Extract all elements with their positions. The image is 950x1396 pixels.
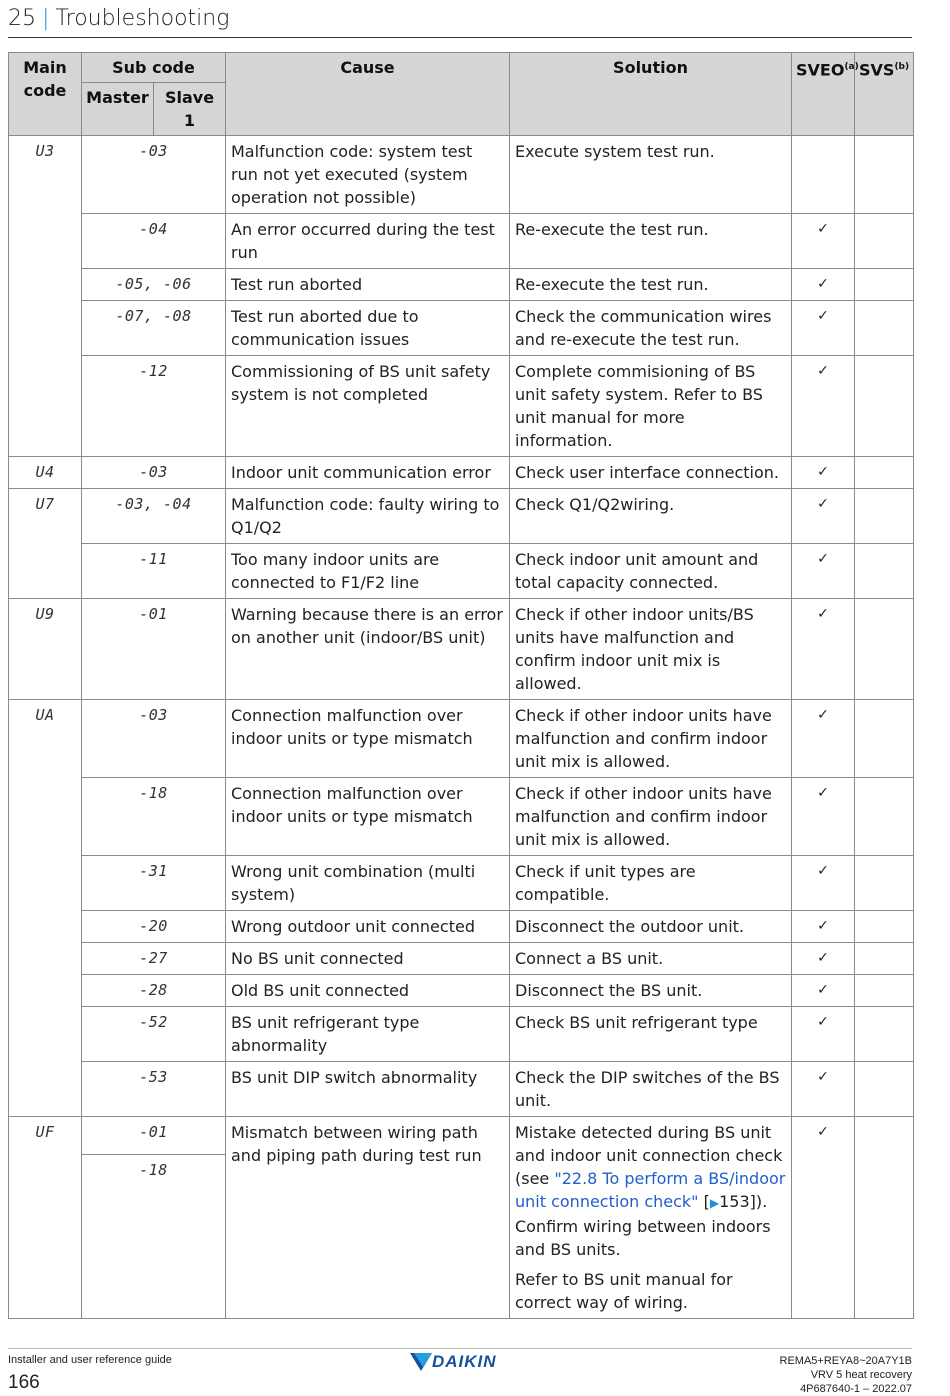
table-row xyxy=(9,856,914,911)
sub-code-cell: -28 xyxy=(82,975,226,1007)
table-row xyxy=(9,356,914,457)
main-code-cell: U9 xyxy=(9,599,82,700)
sveo-cell: ✓ xyxy=(792,1062,855,1117)
svs-cell xyxy=(855,778,914,856)
chapter-number: 25 xyxy=(8,6,36,31)
main-code-cell: UA xyxy=(9,700,82,1117)
page-number: 166 xyxy=(8,1372,40,1393)
cause-cell: Connection malfunction over indoor units or type mismatch xyxy=(226,700,510,778)
svs-cell xyxy=(855,301,914,356)
header-sveo-label: SVEO xyxy=(796,60,845,80)
page-header xyxy=(8,4,912,38)
daikin-logo-icon xyxy=(410,1353,432,1371)
model-name: REMA5+REYA8~20A7Y1B xyxy=(779,1355,912,1367)
table-row xyxy=(9,1062,914,1117)
cause-cell: Warning because there is an error on another unit (indoor/BS unit) xyxy=(226,599,510,700)
cause-cell: Too many indoor units are connected to F1/F2 line xyxy=(226,544,510,599)
solution-text-b: Confirm wiring between indoors and BS units. xyxy=(515,1217,771,1259)
table-row xyxy=(9,943,914,975)
table-row xyxy=(9,269,914,301)
svs-cell xyxy=(855,457,914,489)
table-row xyxy=(9,489,914,544)
sveo-cell xyxy=(792,136,855,214)
sub-code-cell: -18 xyxy=(82,1155,226,1319)
sub-code-cell: -03 xyxy=(82,700,226,778)
solution-cell: Re-execute the test run. xyxy=(510,269,792,301)
error-code-table xyxy=(8,52,914,1319)
sveo-cell: ✓ xyxy=(792,700,855,778)
table-row xyxy=(9,301,914,356)
sveo-cell: ✓ xyxy=(792,457,855,489)
header-svs-label: SVS xyxy=(859,60,895,80)
svs-cell xyxy=(855,136,914,214)
sub-code-cell: -31 xyxy=(82,856,226,911)
svs-cell xyxy=(855,1117,914,1319)
header-separator: | xyxy=(42,6,50,31)
footer-doc-info xyxy=(780,1354,912,1396)
solution-text: Mistake detected during BS unit and indoor unit connection check (see xyxy=(515,1123,783,1188)
table-row xyxy=(9,1007,914,1062)
table-row xyxy=(9,778,914,856)
sveo-cell: ✓ xyxy=(792,856,855,911)
cause-cell: Malfunction code: faulty wiring to Q1/Q2 xyxy=(226,489,510,544)
cause-cell: Old BS unit connected xyxy=(226,975,510,1007)
header-svs xyxy=(855,53,914,136)
table-row-uf-1 xyxy=(9,1117,914,1155)
sveo-cell: ✓ xyxy=(792,214,855,269)
sveo-cell: ✓ xyxy=(792,1117,855,1319)
sveo-cell: ✓ xyxy=(792,911,855,943)
cause-cell: An error occurred during the test run xyxy=(226,214,510,269)
sub-code-cell: -18 xyxy=(82,778,226,856)
guide-title: Installer and user reference guide xyxy=(8,1354,172,1366)
connection-check-link[interactable]: "22.8 To perform a BS/indoor unit connection check" xyxy=(515,1169,786,1211)
svs-cell xyxy=(855,700,914,778)
svs-cell xyxy=(855,214,914,269)
footer-divider xyxy=(8,1348,912,1349)
svs-cell xyxy=(855,975,914,1007)
solution-cell: Check if other indoor units have malfunction and confirm indoor unit mix is allowed. xyxy=(510,778,792,856)
solution-cell: Disconnect the BS unit. xyxy=(510,975,792,1007)
sveo-cell: ✓ xyxy=(792,301,855,356)
main-code-cell: U4 xyxy=(9,457,82,489)
table-row xyxy=(9,544,914,599)
sub-code-cell: -05, -06 xyxy=(82,269,226,301)
sub-code-cell: -01 xyxy=(82,1117,226,1155)
sveo-cell: ✓ xyxy=(792,599,855,700)
sub-code-cell: -52 xyxy=(82,1007,226,1062)
sub-code-cell: -01 xyxy=(82,599,226,700)
svs-cell xyxy=(855,856,914,911)
cause-cell: Test run aborted due to communication issues xyxy=(226,301,510,356)
svs-cell xyxy=(855,1007,914,1062)
table-row xyxy=(9,975,914,1007)
sveo-cell: ✓ xyxy=(792,975,855,1007)
solution-cell: Check user interface connection. xyxy=(510,457,792,489)
sub-code-cell: -07, -08 xyxy=(82,301,226,356)
header-sveo-note: (a) xyxy=(844,62,859,72)
sub-code-cell: -03 xyxy=(82,457,226,489)
svs-cell xyxy=(855,599,914,700)
svs-cell xyxy=(855,489,914,544)
solution-cell: Check Q1/Q2wiring. xyxy=(510,489,792,544)
solution-cell: Disconnect the outdoor unit. xyxy=(510,911,792,943)
sveo-cell: ✓ xyxy=(792,778,855,856)
page-ref-arrow-icon: ▶ xyxy=(709,1196,720,1210)
daikin-logo xyxy=(410,1352,497,1372)
table-row xyxy=(9,457,914,489)
svs-cell xyxy=(855,356,914,457)
sub-code-cell: -20 xyxy=(82,911,226,943)
main-code-cell: U7 xyxy=(9,489,82,599)
header-svs-note: (b) xyxy=(894,62,910,72)
cause-cell: Wrong outdoor unit connected xyxy=(226,911,510,943)
svs-cell xyxy=(855,1062,914,1117)
ref-page: 153]). xyxy=(719,1192,768,1211)
sub-code-cell: -03 xyxy=(82,136,226,214)
cause-cell: Connection malfunction over indoor units or type mismatch xyxy=(226,778,510,856)
sub-code-cell: -53 xyxy=(82,1062,226,1117)
sub-code-cell: -03, -04 xyxy=(82,489,226,544)
solution-cell: Execute system test run. xyxy=(510,136,792,214)
cause-cell: Mismatch between wiring path and piping path during test run xyxy=(226,1117,510,1319)
header-slave: Slave 1 xyxy=(154,83,226,136)
main-code-cell: U3 xyxy=(9,136,82,457)
sveo-cell: ✓ xyxy=(792,489,855,544)
sveo-cell: ✓ xyxy=(792,1007,855,1062)
sveo-cell: ✓ xyxy=(792,943,855,975)
document-id: 4P687640-1 – 2022.07 xyxy=(800,1383,912,1395)
solution-cell: Check if unit types are compatible. xyxy=(510,856,792,911)
sveo-cell: ✓ xyxy=(792,269,855,301)
header-sub-code: Sub code xyxy=(82,53,226,83)
solution-cell: Check if other indoor units/BS units have malfunction and confirm indoor unit mix is allowed. xyxy=(510,599,792,700)
table-row xyxy=(9,599,914,700)
cause-cell: BS unit DIP switch abnormality xyxy=(226,1062,510,1117)
sub-code-cell: -04 xyxy=(82,214,226,269)
chapter-title: Troubleshooting xyxy=(55,6,230,31)
solution-text-c: Refer to BS unit manual for correct way of wiring. xyxy=(515,1270,733,1312)
cause-cell: BS unit refrigerant type abnormality xyxy=(226,1007,510,1062)
sveo-cell: ✓ xyxy=(792,356,855,457)
solution-cell: Check the communication wires and re-execute the test run. xyxy=(510,301,792,356)
solution-cell: Check the DIP switches of the BS unit. xyxy=(510,1062,792,1117)
table-body xyxy=(9,136,914,1319)
header-solution: Solution xyxy=(510,53,792,136)
table-row xyxy=(9,214,914,269)
table-row xyxy=(9,136,914,214)
sveo-cell: ✓ xyxy=(792,544,855,599)
sub-code-cell: -27 xyxy=(82,943,226,975)
header-sveo xyxy=(792,53,859,136)
solution-cell: Complete commisioning of BS unit safety system. Refer to BS unit manual for more information. xyxy=(510,356,792,457)
solution-cell xyxy=(510,1117,792,1319)
header-cause: Cause xyxy=(226,53,510,136)
solution-cell: Check indoor unit amount and total capacity connected. xyxy=(510,544,792,599)
svs-cell xyxy=(855,911,914,943)
cause-cell: Test run aborted xyxy=(226,269,510,301)
solution-cell: Re-execute the test run. xyxy=(510,214,792,269)
solution-cell: Check if other indoor units have malfunction and confirm indoor unit mix is allowed. xyxy=(510,700,792,778)
svs-cell xyxy=(855,544,914,599)
ref-open: [ xyxy=(698,1192,710,1211)
brand-name: DAIKIN xyxy=(432,1352,497,1371)
solution-cell: Connect a BS unit. xyxy=(510,943,792,975)
product-name: VRV 5 heat recovery xyxy=(810,1369,912,1381)
svs-cell xyxy=(855,269,914,301)
main-code-cell: UF xyxy=(9,1117,82,1319)
table-row xyxy=(9,700,914,778)
header-master: Master xyxy=(82,83,154,136)
solution-cell: Check BS unit refrigerant type xyxy=(510,1007,792,1062)
table-row xyxy=(9,911,914,943)
header-main-code: Main code xyxy=(9,53,82,136)
cause-cell: No BS unit connected xyxy=(226,943,510,975)
cause-cell: Commissioning of BS unit safety system is not completed xyxy=(226,356,510,457)
sub-code-cell: -12 xyxy=(82,356,226,457)
cause-cell: Malfunction code: system test run not yet executed (system operation not possible) xyxy=(226,136,510,214)
svs-cell xyxy=(855,943,914,975)
sub-code-cell: -11 xyxy=(82,544,226,599)
cause-cell: Wrong unit combination (multi system) xyxy=(226,856,510,911)
cause-cell: Indoor unit communication error xyxy=(226,457,510,489)
